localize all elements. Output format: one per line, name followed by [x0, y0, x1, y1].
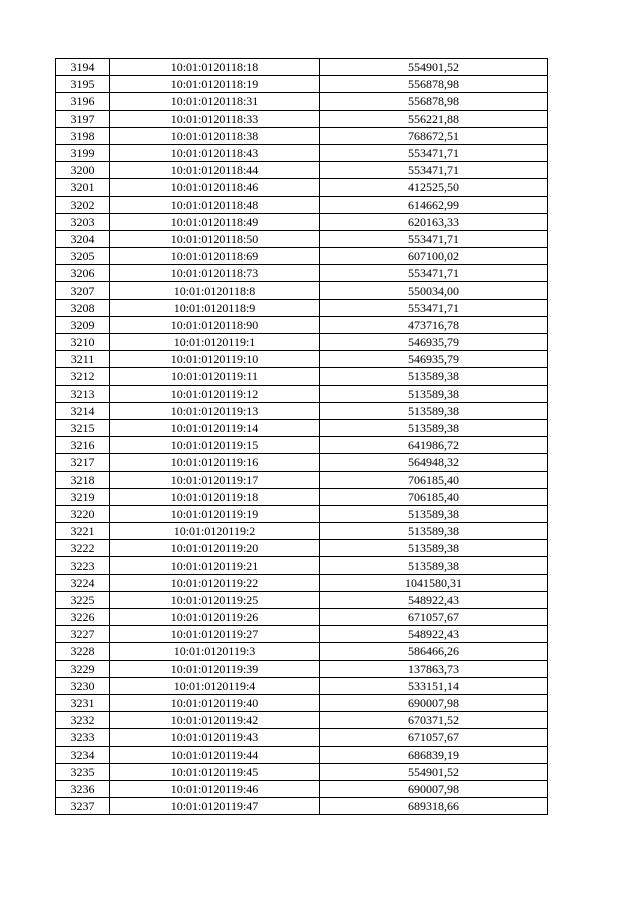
row-number-cell: 3198 [56, 127, 110, 144]
value-cell: 513589,38 [320, 523, 548, 540]
row-number-cell: 3234 [56, 746, 110, 763]
table-row [56, 780, 548, 797]
row-number-cell: 3229 [56, 660, 110, 677]
cadastral-number-cell: 10:01:0120119:44 [110, 746, 320, 763]
cadastral-number-cell: 10:01:0120119:1 [110, 334, 320, 351]
table-row [56, 540, 548, 557]
row-number-cell: 3224 [56, 574, 110, 591]
value-cell: 690007,98 [320, 694, 548, 711]
row-number-cell: 3206 [56, 265, 110, 282]
cadastral-number-cell: 10:01:0120118:18 [110, 59, 320, 76]
table-row [56, 626, 548, 643]
value-cell: 620163,33 [320, 213, 548, 230]
value-cell: 513589,38 [320, 557, 548, 574]
cadastral-number-cell: 10:01:0120119:13 [110, 402, 320, 419]
table-row [56, 282, 548, 299]
value-cell: 607100,02 [320, 248, 548, 265]
cadastral-number-cell: 10:01:0120119:11 [110, 368, 320, 385]
cadastral-number-cell: 10:01:0120118:90 [110, 316, 320, 333]
row-number-cell: 3204 [56, 230, 110, 247]
row-number-cell: 3217 [56, 454, 110, 471]
table-row [56, 471, 548, 488]
table-row [56, 609, 548, 626]
table-row [56, 59, 548, 76]
cadastral-number-cell: 10:01:0120118:9 [110, 299, 320, 316]
value-cell: 533151,14 [320, 677, 548, 694]
row-number-cell: 3207 [56, 282, 110, 299]
table-row [56, 591, 548, 608]
row-number-cell: 3197 [56, 110, 110, 127]
table-row [56, 437, 548, 454]
value-cell: 513589,38 [320, 505, 548, 522]
value-cell: 671057,67 [320, 609, 548, 626]
value-cell: 553471,71 [320, 299, 548, 316]
row-number-cell: 3209 [56, 316, 110, 333]
value-cell: 554901,52 [320, 763, 548, 780]
table-row [56, 557, 548, 574]
row-number-cell: 3208 [56, 299, 110, 316]
row-number-cell: 3221 [56, 523, 110, 540]
value-cell: 513589,38 [320, 402, 548, 419]
value-cell: 670371,52 [320, 712, 548, 729]
cadastral-number-cell: 10:01:0120119:4 [110, 677, 320, 694]
value-cell: 556878,98 [320, 93, 548, 110]
row-number-cell: 3237 [56, 798, 110, 815]
cadastral-number-cell: 10:01:0120118:48 [110, 196, 320, 213]
value-cell: 553471,71 [320, 265, 548, 282]
value-cell: 548922,43 [320, 591, 548, 608]
cadastral-number-cell: 10:01:0120119:12 [110, 385, 320, 402]
row-number-cell: 3235 [56, 763, 110, 780]
cadastral-number-cell: 10:01:0120118:50 [110, 230, 320, 247]
cadastral-number-cell: 10:01:0120118:49 [110, 213, 320, 230]
value-cell: 553471,71 [320, 230, 548, 247]
row-number-cell: 3212 [56, 368, 110, 385]
row-number-cell: 3211 [56, 351, 110, 368]
cadastral-number-cell: 10:01:0120119:18 [110, 488, 320, 505]
table-row [56, 746, 548, 763]
cadastral-number-cell: 10:01:0120118:8 [110, 282, 320, 299]
row-number-cell: 3227 [56, 626, 110, 643]
table-row [56, 763, 548, 780]
table-row [56, 643, 548, 660]
cadastral-number-cell: 10:01:0120119:3 [110, 643, 320, 660]
cadastral-number-cell: 10:01:0120119:40 [110, 694, 320, 711]
table-row [56, 385, 548, 402]
row-number-cell: 3219 [56, 488, 110, 505]
row-number-cell: 3201 [56, 179, 110, 196]
table-row [56, 368, 548, 385]
value-cell: 546935,79 [320, 351, 548, 368]
table-row [56, 454, 548, 471]
table-row [56, 179, 548, 196]
value-cell: 586466,26 [320, 643, 548, 660]
value-cell: 689318,66 [320, 798, 548, 815]
table-row [56, 488, 548, 505]
value-cell: 671057,67 [320, 729, 548, 746]
table-row [56, 574, 548, 591]
cadastral-number-cell: 10:01:0120119:43 [110, 729, 320, 746]
value-cell: 550034,00 [320, 282, 548, 299]
row-number-cell: 3214 [56, 402, 110, 419]
cadastral-number-cell: 10:01:0120118:73 [110, 265, 320, 282]
cadastral-number-cell: 10:01:0120119:20 [110, 540, 320, 557]
row-number-cell: 3202 [56, 196, 110, 213]
table-row [56, 162, 548, 179]
table-row [56, 299, 548, 316]
row-number-cell: 3236 [56, 780, 110, 797]
cadastral-number-cell: 10:01:0120119:21 [110, 557, 320, 574]
value-cell: 473716,78 [320, 316, 548, 333]
row-number-cell: 3232 [56, 712, 110, 729]
table-row [56, 419, 548, 436]
value-cell: 614662,99 [320, 196, 548, 213]
value-cell: 564948,32 [320, 454, 548, 471]
value-cell: 553471,71 [320, 144, 548, 161]
row-number-cell: 3196 [56, 93, 110, 110]
cadastral-number-cell: 10:01:0120119:39 [110, 660, 320, 677]
cadastral-number-cell: 10:01:0120118:46 [110, 179, 320, 196]
table-row [56, 334, 548, 351]
cadastral-number-cell: 10:01:0120119:19 [110, 505, 320, 522]
value-cell: 137863,73 [320, 660, 548, 677]
table-row [56, 660, 548, 677]
cadastral-number-cell: 10:01:0120118:43 [110, 144, 320, 161]
cadastral-number-cell: 10:01:0120118:44 [110, 162, 320, 179]
cadastral-number-cell: 10:01:0120118:19 [110, 76, 320, 93]
value-cell: 554901,52 [320, 59, 548, 76]
row-number-cell: 3218 [56, 471, 110, 488]
cadastral-number-cell: 10:01:0120118:31 [110, 93, 320, 110]
value-cell: 706185,40 [320, 488, 548, 505]
cadastral-number-cell: 10:01:0120119:25 [110, 591, 320, 608]
row-number-cell: 3230 [56, 677, 110, 694]
cadastral-number-cell: 10:01:0120119:26 [110, 609, 320, 626]
value-cell: 513589,38 [320, 368, 548, 385]
row-number-cell: 3215 [56, 419, 110, 436]
table-row [56, 110, 548, 127]
row-number-cell: 3203 [56, 213, 110, 230]
cadastral-number-cell: 10:01:0120119:17 [110, 471, 320, 488]
value-cell: 548922,43 [320, 626, 548, 643]
table-row [56, 694, 548, 711]
table-row [56, 402, 548, 419]
row-number-cell: 3195 [56, 76, 110, 93]
row-number-cell: 3199 [56, 144, 110, 161]
value-cell: 546935,79 [320, 334, 548, 351]
table-row [56, 316, 548, 333]
row-number-cell: 3228 [56, 643, 110, 660]
cadastral-number-cell: 10:01:0120119:42 [110, 712, 320, 729]
table-row [56, 76, 548, 93]
cadastral-number-cell: 10:01:0120118:33 [110, 110, 320, 127]
value-cell: 513589,38 [320, 385, 548, 402]
row-number-cell: 3216 [56, 437, 110, 454]
table-row [56, 93, 548, 110]
row-number-cell: 3220 [56, 505, 110, 522]
row-number-cell: 3233 [56, 729, 110, 746]
cadastral-number-cell: 10:01:0120119:46 [110, 780, 320, 797]
row-number-cell: 3231 [56, 694, 110, 711]
value-cell: 556221,88 [320, 110, 548, 127]
table-row [56, 729, 548, 746]
cadastral-value-table [55, 58, 548, 815]
cadastral-number-cell: 10:01:0120119:45 [110, 763, 320, 780]
cadastral-number-cell: 10:01:0120119:27 [110, 626, 320, 643]
cadastral-number-cell: 10:01:0120119:10 [110, 351, 320, 368]
table-row [56, 196, 548, 213]
value-cell: 690007,98 [320, 780, 548, 797]
value-cell: 513589,38 [320, 419, 548, 436]
row-number-cell: 3210 [56, 334, 110, 351]
row-number-cell: 3223 [56, 557, 110, 574]
cadastral-number-cell: 10:01:0120119:47 [110, 798, 320, 815]
row-number-cell: 3222 [56, 540, 110, 557]
value-cell: 553471,71 [320, 162, 548, 179]
value-cell: 556878,98 [320, 76, 548, 93]
row-number-cell: 3200 [56, 162, 110, 179]
value-cell: 706185,40 [320, 471, 548, 488]
table-row [56, 505, 548, 522]
row-number-cell: 3213 [56, 385, 110, 402]
table-body [56, 59, 548, 815]
value-cell: 768672,51 [320, 127, 548, 144]
table-row [56, 798, 548, 815]
cadastral-number-cell: 10:01:0120119:2 [110, 523, 320, 540]
value-cell: 412525,50 [320, 179, 548, 196]
value-cell: 513589,38 [320, 540, 548, 557]
row-number-cell: 3225 [56, 591, 110, 608]
table-row [56, 523, 548, 540]
value-cell: 1041580,31 [320, 574, 548, 591]
value-cell: 686839,19 [320, 746, 548, 763]
cadastral-number-cell: 10:01:0120119:22 [110, 574, 320, 591]
cadastral-number-cell: 10:01:0120119:14 [110, 419, 320, 436]
cadastral-number-cell: 10:01:0120118:38 [110, 127, 320, 144]
table-row [56, 677, 548, 694]
cadastral-number-cell: 10:01:0120119:16 [110, 454, 320, 471]
cadastral-number-cell: 10:01:0120119:15 [110, 437, 320, 454]
cadastral-number-cell: 10:01:0120118:69 [110, 248, 320, 265]
row-number-cell: 3194 [56, 59, 110, 76]
value-cell: 641986,72 [320, 437, 548, 454]
table-row [56, 265, 548, 282]
row-number-cell: 3226 [56, 609, 110, 626]
table-row [56, 213, 548, 230]
row-number-cell: 3205 [56, 248, 110, 265]
table-row [56, 712, 548, 729]
table-row [56, 144, 548, 161]
table-row [56, 127, 548, 144]
table-row [56, 230, 548, 247]
table-row [56, 248, 548, 265]
table-row [56, 351, 548, 368]
